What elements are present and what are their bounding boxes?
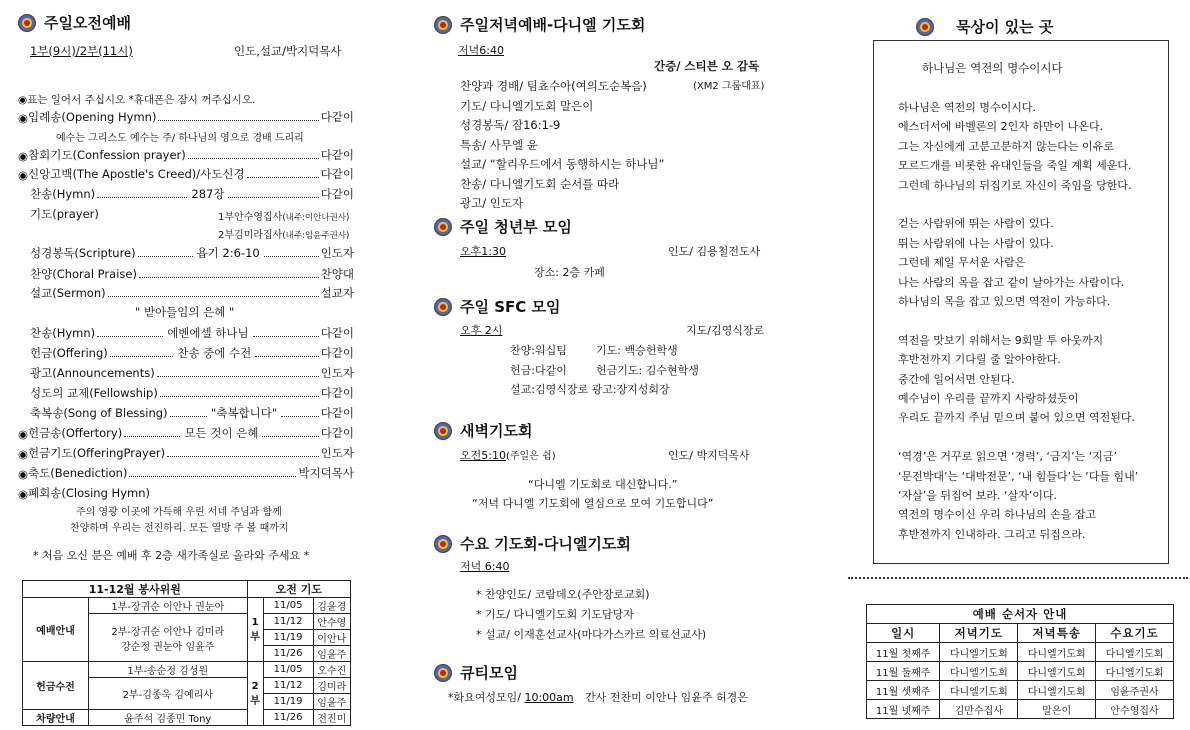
order-item (18, 147, 354, 163)
section-title-text: 주일저녁예배-다니엘 기도회 (460, 16, 646, 34)
order-item (18, 445, 354, 461)
meditation-line: 모르드개를 비롯한 유대인들을 죽일 계획 세운다. (898, 159, 1132, 173)
order-item (18, 365, 354, 381)
evening-line: 설교/ “할리우드에서 동행하시는 하나님” (460, 157, 665, 171)
order-item (18, 425, 354, 441)
leader-dots (255, 356, 318, 357)
order-item-leader: 다같이 (320, 346, 354, 360)
order-item-label: 입례송(Opening Hymn) (28, 110, 157, 124)
wednesday-line: * 찬양인도/ 코람데오(주안장로교회) (476, 588, 650, 601)
service-leader: 인도,설교/박지덕목사 (234, 44, 342, 58)
order-item-leader: 다같이 (320, 386, 354, 400)
meditation-line: 뛰는 사람위에 나는 사람이 있다. (898, 236, 1054, 250)
section-title-text: 묵상이 있는 곳 (956, 18, 1054, 36)
meditation-line: 에스더서에 바벨론의 2인자 하만이 나온다. (898, 120, 1104, 134)
evening-line: 특송/ 사무엘 윤 (460, 137, 538, 152)
standing-mark: ◉ (18, 447, 29, 461)
order-item-label: 설교(Sermon) (30, 286, 106, 300)
order-item-label: 기도(prayer) (30, 207, 99, 221)
table-cell: 다니엘기도회 (940, 643, 1018, 662)
wednesday-time: 저녁 6:40 (460, 560, 510, 573)
order-item (18, 266, 354, 282)
name-cell: 오수진 (313, 662, 350, 678)
table-cell: 김만수집사 (940, 700, 1018, 719)
date-cell: 11/19 (263, 630, 313, 646)
meditation-line: 걷는 사람위에 뛰는 사람이 있다. (898, 217, 1054, 231)
leader-dots (97, 197, 187, 198)
section-title-text: 큐티모임 (460, 664, 518, 682)
evening-line: 성경봉독/ 잠16:1-9 (460, 118, 561, 132)
date-cell: 11/26 (263, 646, 313, 662)
section-title-text: 수요 기도회-다니엘기도회 (460, 535, 631, 553)
date-cell: 11/05 (263, 598, 313, 614)
divider (848, 577, 1188, 579)
group-vehicle: 차량안내 (23, 710, 89, 726)
group-offering: 헌금수전 (23, 662, 89, 710)
youth-title (434, 216, 572, 237)
dawn-time-note: (주일은 쉼) (505, 451, 556, 462)
church-emblem-icon (434, 298, 452, 316)
offering-1: 1부-송순정 김성원 (89, 662, 248, 678)
sfc-line-1b: 기도: 백승헌학생 (596, 344, 678, 357)
table-cell: 안수영집사 (1096, 700, 1174, 719)
sfc-line-2a: 헌금:다같이 (510, 364, 567, 377)
sfc-line-1a: 찬양:워십팀 (510, 344, 567, 357)
standing-mark: ◉ (18, 168, 29, 182)
section-title-text: 주일오전예배 (44, 14, 131, 32)
table-cell: 임윤주권사 (1096, 681, 1174, 700)
volunteer-header: 11-12월 봉사위원 (23, 581, 248, 598)
leader-dots (138, 256, 193, 257)
sfc-title (434, 296, 560, 317)
order-item-leader: 설교자 (320, 286, 354, 300)
dawn-time-value: 오전5:10 (460, 449, 506, 462)
evening-service-title (434, 14, 645, 35)
prayer-leader-2-name: 2부김미라집사 (218, 230, 283, 241)
church-emblem-icon (916, 18, 934, 36)
order-item-leader: 인도자 (320, 446, 354, 460)
group-usher: 예배안내 (23, 598, 89, 662)
prayer-header: 오전 기도 (247, 581, 350, 598)
table-row (867, 700, 1174, 719)
meditation-heading: 하나님은 역전의 명수이시다 (922, 61, 1063, 75)
leader-dots (262, 436, 318, 437)
order-item-label: 신앙고백(The Apostle's Creed)/사도신경 (28, 167, 245, 181)
order-item-leader: 찬양대 (320, 267, 354, 281)
order-item (18, 206, 218, 222)
youth-time: 오후1:30 (460, 245, 506, 258)
meditation-title (916, 16, 1053, 37)
leader-dots (253, 336, 319, 337)
meditation-line: 후반전까지 기다릴 줄 알아야한다. (898, 353, 1061, 367)
service-times: 1부(9시)/2부(11시) (30, 44, 133, 58)
order-item-detail: 에벤에셀 하나님 (167, 326, 249, 340)
order-item-label: 축복송(Song of Blessing) (30, 406, 168, 420)
order-item (18, 465, 354, 481)
leader-dots (97, 336, 163, 337)
opening-hymn-verse: 예수는 그리스도 예수는 주/ 하나님의 영으로 경배 드리리 (56, 133, 304, 144)
order-item-label: 성경봉독(Scripture) (30, 246, 136, 260)
order-item-leader: 다같이 (320, 148, 354, 162)
order-item-detail: "축복합니다" (211, 406, 278, 420)
prayer-part-1: 1 부 (247, 598, 263, 662)
leader-dots (167, 456, 319, 457)
order-item (18, 245, 354, 261)
order-item-leader: 다같이 (320, 187, 354, 201)
wednesday-line: * 기도/ 다니엘기도회 기도담당자 (476, 608, 634, 621)
order-item (18, 109, 354, 125)
meditation-line: 후반전까지 인내하라. 그리고 뒤집으라. (898, 527, 1086, 541)
table-cell: 11월 첫째주 (867, 643, 940, 662)
section-title-text: 주일 청년부 모임 (460, 218, 572, 236)
volunteer-table (22, 580, 351, 726)
order-item (18, 485, 354, 501)
table-row (867, 662, 1174, 681)
order-item-leader: 다같이 (320, 167, 354, 181)
sfc-line-3: 설교:김영식장로 광고:장지성회장 (510, 383, 670, 396)
evening-line: 기도/ 다니엘기도회 말은이 (460, 98, 594, 113)
meditation-line: ‘자살’을 뒤집어 보라. ‘살자’이다. (898, 489, 1057, 502)
section-title-text: 주일 SFC 모임 (460, 298, 561, 316)
prayer-leader-2-note: (내주:임윤주권사) (282, 231, 350, 241)
table-cell: 11월 둘째주 (867, 662, 940, 681)
order-item-label: 축도(Benediction) (28, 466, 128, 480)
sfc-time: 오후 2시 (460, 324, 503, 337)
leader-dots (264, 256, 319, 257)
leader-dots (160, 396, 319, 397)
dawn-quote-1: “다니엘 기도회로 대신합니다.” (528, 478, 678, 491)
order-item-label: 참회기도(Confession prayer) (28, 148, 186, 162)
church-emblem-icon (434, 664, 452, 682)
sfc-line-2b: 헌금기도: 김수현학생 (596, 364, 699, 377)
church-emblem-icon (434, 218, 452, 236)
usher-1: 1부-장귀순 이안나 권눈아 (89, 598, 248, 614)
leader-dots (170, 416, 208, 417)
qt-group: *화요여성모임/ (448, 691, 521, 704)
order-item (18, 186, 354, 202)
date-cell: 11/26 (263, 710, 313, 726)
date-cell: 11/12 (263, 614, 313, 630)
schedule-header: 저녁특송 (1018, 624, 1096, 643)
standing-mark: ◉ (18, 149, 29, 163)
meditation-line: 나는 사람의 목을 잡고 같이 날아가는 사람이다. (898, 275, 1125, 289)
standing-note: ◉표는 일어서 주십시오 *휴대폰은 잠시 꺼주십시오. (18, 94, 256, 106)
evening-time: 저녁6:40 (458, 44, 504, 57)
order-item-label: 헌금(Offering) (30, 346, 108, 360)
prayer-part-2: 2 부 (247, 662, 263, 726)
leader-dots (139, 277, 319, 278)
order-item-detail: 모든 것이 은혜 (184, 426, 259, 440)
visitor-note: * 처음 오신 분은 예배 후 2층 새가족실로 올라와 주세요 * (33, 549, 310, 562)
order-item (18, 385, 354, 401)
meditation-line: 그런데 하나님의 뒤집기로 자신이 죽임을 당한다. (898, 178, 1132, 192)
xm2-note: (XM2 그룹대표) (693, 81, 765, 92)
usher-2b: 강순정 권눈아 임윤주 (121, 641, 215, 653)
leader-dots (110, 356, 173, 357)
usher-2 (89, 614, 248, 662)
date-cell: 11/19 (263, 694, 313, 710)
order-item-leader: 다같이 (320, 426, 355, 440)
sfc-leader: 지도/김영식장로 (686, 324, 765, 337)
order-item-detail: 찬송 중에 수전 (177, 346, 252, 360)
evening-line: 광고/ 인도자 (460, 196, 524, 210)
church-emblem-icon (434, 535, 452, 553)
dawn-leader: 인도/ 박지덕목사 (668, 449, 750, 462)
sermon-title: " 받아들임의 은혜 " (135, 305, 235, 319)
standing-mark: ◉ (18, 487, 29, 501)
meditation-line: 하나님은 역전의 명수이시다. (898, 101, 1037, 114)
prayer-leader-1 (218, 208, 349, 223)
dawn-time (460, 447, 556, 463)
meditation-line: ‘역경’은 거꾸로 읽으면 ‘경력’, ‘금지’는 ‘지금’ (898, 450, 1117, 464)
name-cell: 김윤경 (313, 598, 350, 614)
table-cell: 다니엘기도회 (1018, 681, 1096, 700)
closing-hymn-line-2: 찬양하며 우리는 전진하리. 모든 열방 주 볼 때까지 (70, 523, 289, 534)
meditation-line: 역전의 명수이신 우리 하나님의 손을 잡고 (898, 508, 1097, 522)
order-item-label: 폐회송(Closing Hymn) (28, 486, 150, 500)
order-item-leader: 다같이 (320, 406, 354, 420)
qt-time: 10:00am (524, 691, 574, 704)
order-item-detail: 욥기 2:6-10 (196, 246, 260, 260)
table-cell: 다니엘기도회 (940, 662, 1018, 681)
order-item-label: 찬양(Choral Praise) (30, 267, 137, 281)
meditation-line: 중간에 일어서면 안된다. (898, 372, 1015, 386)
wednesday-title (434, 533, 631, 554)
prayer-leader-1-note: (내주:이안나권사) (282, 213, 350, 223)
date-cell: 11/12 (263, 678, 313, 694)
table-row (867, 681, 1174, 700)
leader-dots (158, 120, 318, 121)
schedule-header: 수요기도 (1096, 624, 1174, 643)
name-cell: 안수영 (313, 614, 350, 630)
table-cell: 다니엘기도회 (1018, 662, 1096, 681)
leader-dots (124, 436, 180, 437)
table-cell: 다니엘기도회 (1096, 662, 1174, 681)
prayer-leader-2 (218, 226, 349, 241)
table-cell: 11월 셋째주 (867, 681, 940, 700)
order-item-label: 헌금송(Offertory) (28, 426, 123, 440)
order-item-label: 헌금기도(OfferingPrayer) (28, 446, 166, 460)
qt-title (434, 662, 518, 683)
name-cell: 전진미 (313, 710, 350, 726)
table-row (867, 643, 1174, 662)
leader-dots (188, 158, 319, 159)
meditation-line: 그는 자신에게 고분고분하지 않는다는 이유로 (898, 139, 1114, 153)
name-cell: 임윤주 (313, 694, 350, 710)
meditation-line: ‘문전박대’는 ‘대박전문’, ‘내 힘들다’는 ‘다들 힘내’ (898, 469, 1139, 483)
order-item-detail: 287장 (191, 187, 225, 201)
order-item-leader: 인도자 (320, 246, 355, 260)
section-title-text: 새벽기도회 (460, 422, 533, 440)
wednesday-line: * 설교/ 이재훈선교사(마다가스카르 의료선교사) (476, 628, 707, 641)
leader-dots (281, 416, 319, 417)
order-item-label: 성도의 교제(Fellowship) (30, 386, 158, 400)
leader-dots (157, 376, 319, 377)
closing-hymn-line-1: 주의 영광 이곳에 가득해 우린 서네 주님과 함께 (76, 507, 282, 518)
meditation-line: 역전을 맛보기 위해서는 9회말 투 아웃까지 (898, 333, 1104, 347)
offering-2: 2부-김종욱 김예리사 (89, 678, 248, 710)
order-item (18, 166, 354, 182)
dawn-prayer-title (434, 420, 532, 441)
table-cell: 11월 넷째주 (867, 700, 940, 719)
usher-2a: 2부-장귀순 이안나 김미라 (111, 626, 225, 638)
schedule-table (866, 604, 1174, 719)
meditation-line: 예수님이 우리를 끝까지 사랑하셨듯이 (898, 392, 1079, 405)
standing-mark: ◉ (18, 467, 29, 481)
date-cell: 11/05 (263, 662, 313, 678)
order-item (18, 405, 354, 421)
order-item (18, 285, 354, 301)
qt-leaders: 간사 전찬미 이안나 임윤주 허경은 (585, 691, 748, 704)
name-cell: 이안나 (313, 630, 350, 646)
table-cell: 다니엘기도회 (1018, 643, 1096, 662)
schedule-header: 저녁기도 (940, 624, 1018, 643)
evening-line: 찬송/ 다니엘기도회 순서를 따라 (460, 176, 620, 191)
evening-order (460, 77, 665, 214)
order-item-label: 찬송(Hymn) (30, 187, 96, 201)
dawn-quote-2: “저녁 다니엘 기도회에 열심으로 모여 기도합니다” (472, 497, 714, 510)
meditation-line: 하나님의 목을 잡고 있으면 역전이 가능하다. (898, 295, 1111, 308)
leader-dots (129, 476, 296, 477)
meditation-line: 그런데 제일 무서운 사람은 (898, 256, 1026, 270)
youth-place: 장소: 2층 카페 (534, 266, 605, 279)
wednesday-order (476, 585, 706, 645)
order-item-label: 광고(Announcements) (30, 366, 155, 380)
meditation-line: 우리도 끝까지 주님 믿으며 붙어 있으면 역전된다. (898, 411, 1135, 425)
order-item-leader: 다같이 (320, 110, 354, 124)
schedule-header: 일시 (867, 624, 940, 643)
leader-dots (108, 296, 319, 297)
standing-mark: ◉ (18, 111, 29, 125)
order-item-label: 찬송(Hymn) (30, 326, 96, 340)
order-item-leader: 다같이 (320, 326, 355, 340)
table-cell: 다니엘기도회 (1096, 643, 1174, 662)
prayer-leader-1-name: 1부안수영집사 (218, 212, 283, 223)
standing-mark: ◉ (18, 427, 29, 441)
order-item-leader: 박지덕목사 (298, 466, 354, 480)
church-emblem-icon (434, 422, 452, 440)
youth-leader: 인도/ 김용철전도사 (668, 245, 761, 258)
schedule-caption: 예배 순서자 안내 (867, 605, 1174, 624)
vehicle-1: 윤주석 김종민 Tony (89, 710, 248, 726)
table-cell: 다니엘기도회 (940, 681, 1018, 700)
name-cell: 김미라 (313, 678, 350, 694)
order-item (18, 345, 354, 361)
order-item-leader: 인도자 (320, 366, 354, 380)
name-cell: 임윤주 (313, 646, 350, 662)
order-item (18, 325, 354, 341)
church-emblem-icon (434, 16, 452, 34)
evening-line: 찬양과 경배/ 팀쵸수아(여의도순복음) (460, 79, 647, 93)
testimony: 간증/ 스티븐 오 감독 (654, 59, 760, 73)
leader-dots (228, 197, 318, 198)
table-cell: 말은이 (1018, 700, 1096, 719)
leader-dots (247, 177, 319, 178)
qt-line (448, 689, 748, 705)
